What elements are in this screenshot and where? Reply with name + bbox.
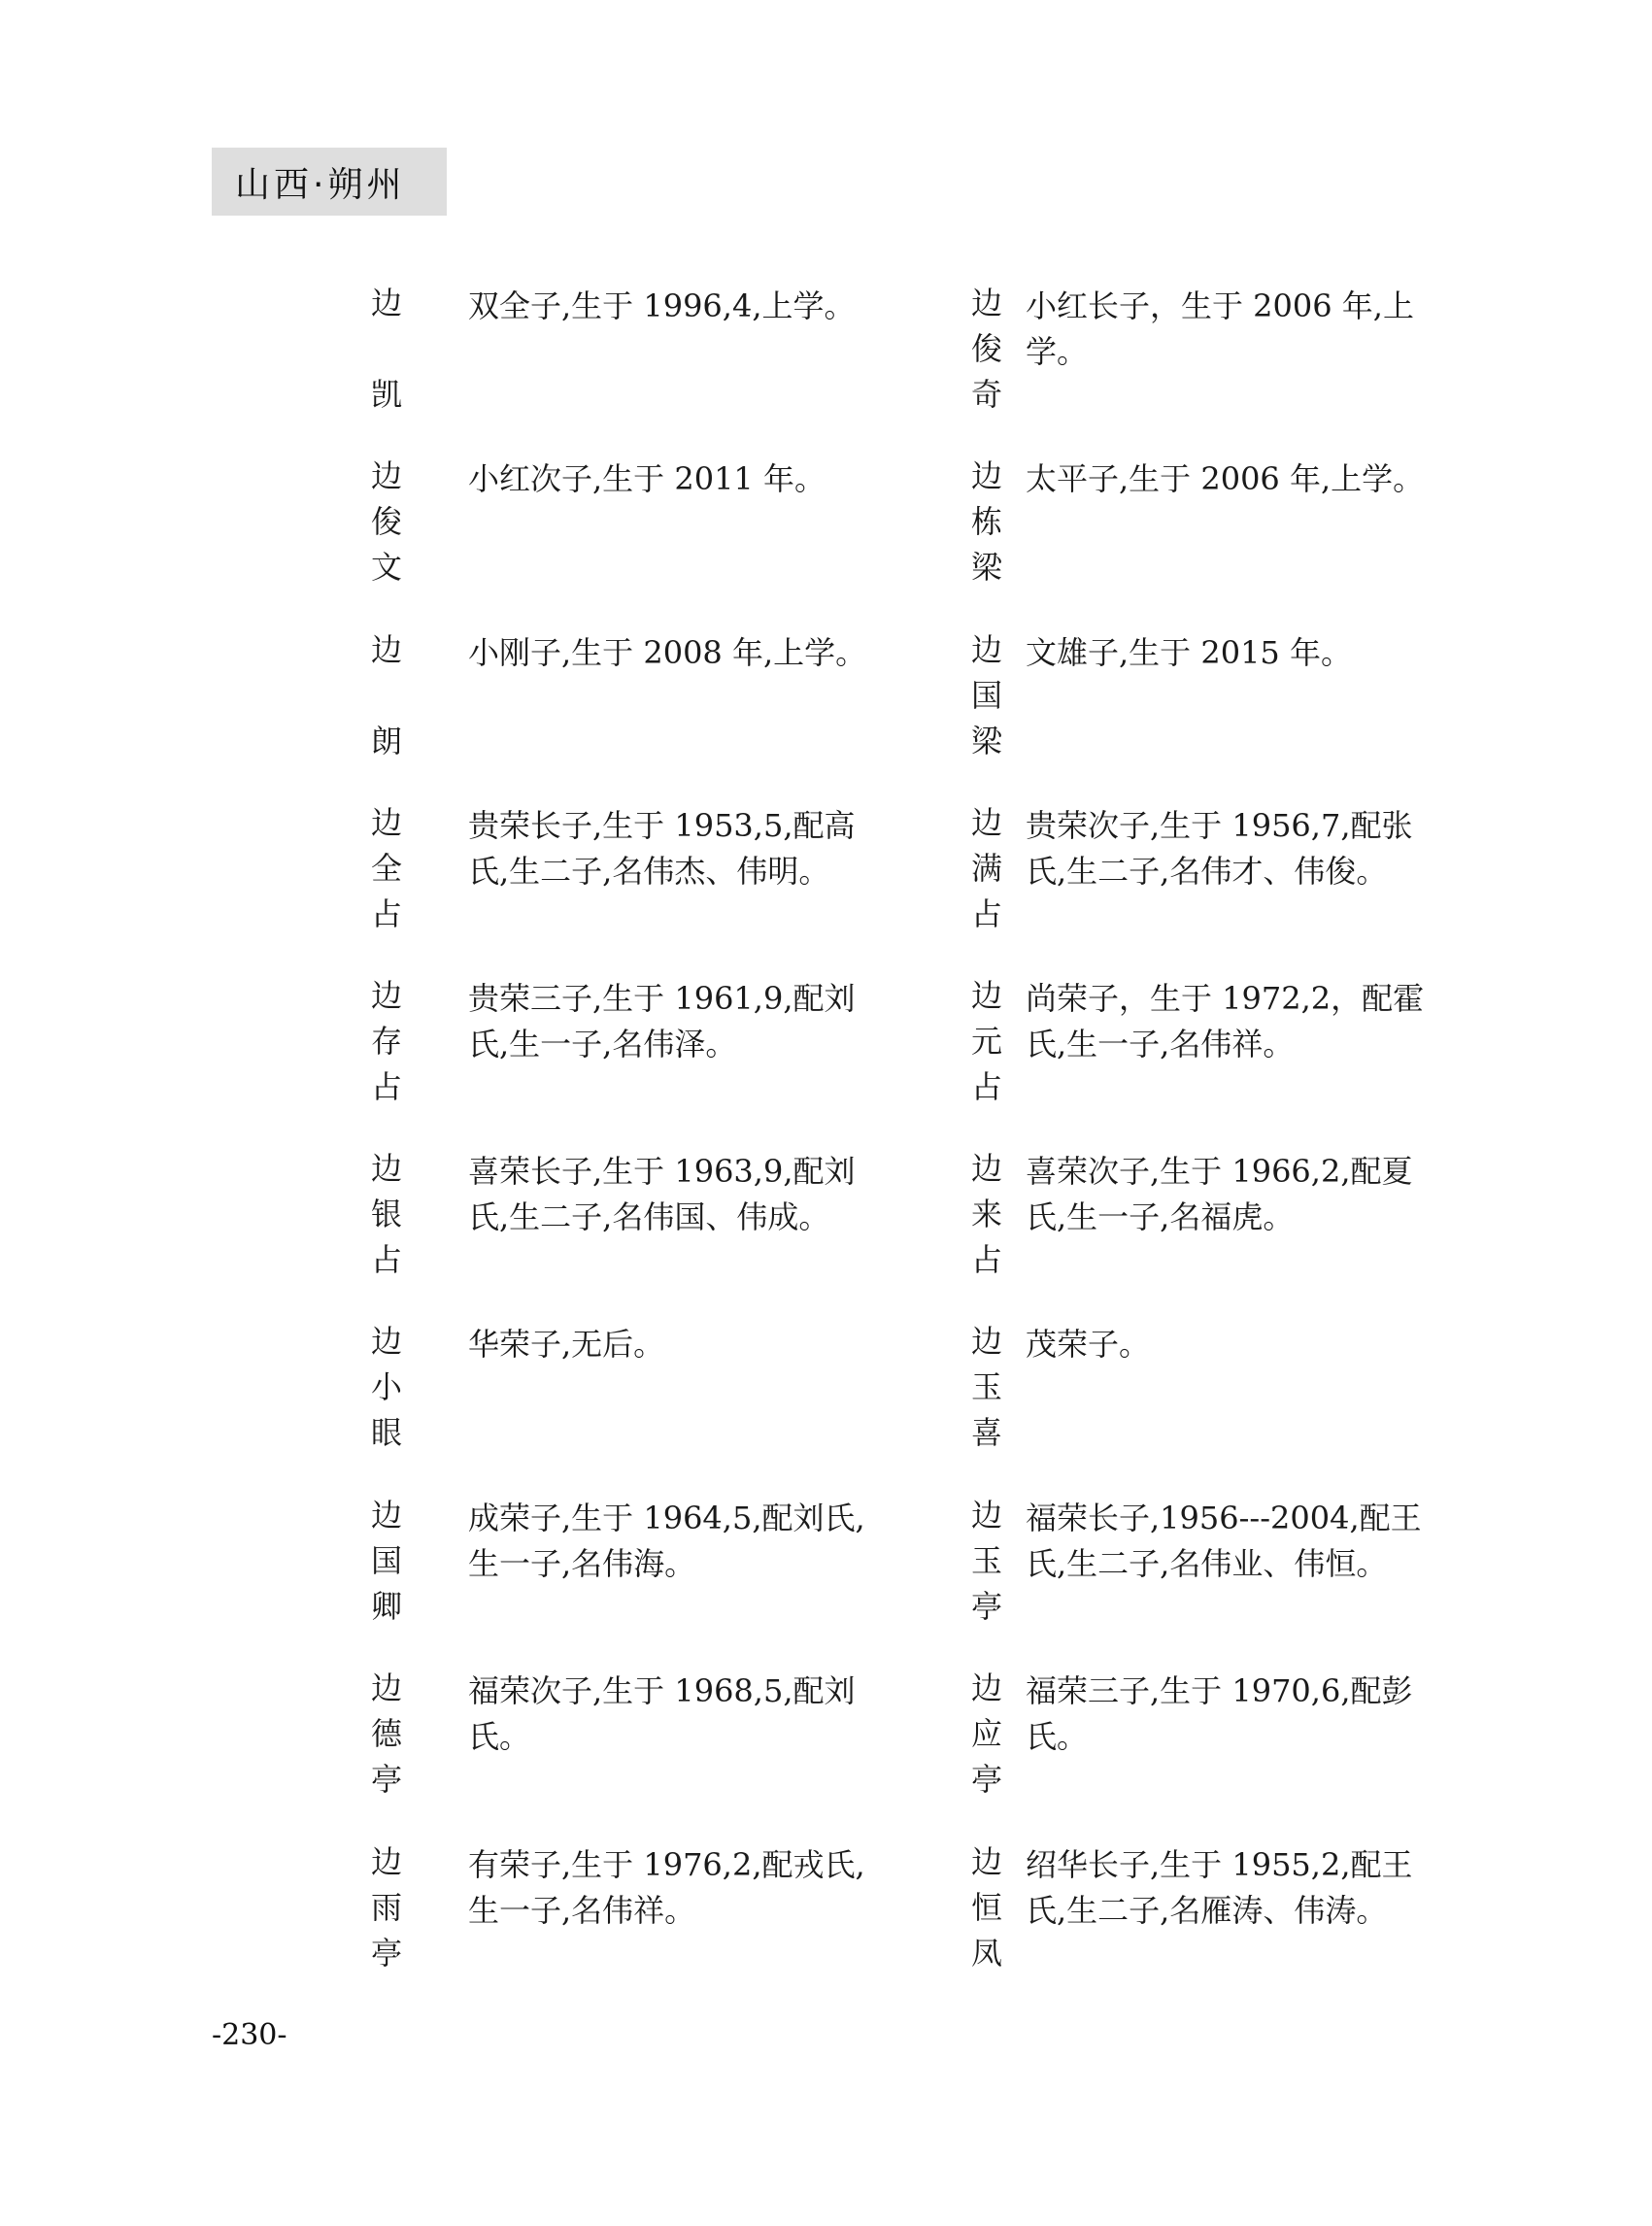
person-description: 福荣长子,1956---2004,配王氏,生二子,名伟业、伟恒。: [1026, 1500, 1422, 1582]
genealogy-entry: [367, 456, 892, 602]
name-char: 边: [970, 1843, 1002, 1880]
person-description: 有荣子,生于 1976,2,配戎氏,生一子,名伟祥。: [468, 1846, 865, 1929]
genealogy-entry: [367, 630, 892, 776]
name-char: 边: [970, 631, 1002, 668]
name-char: 边: [370, 977, 402, 1014]
person-name: [367, 976, 406, 1122]
person-description: 福荣三子,生于 1970,6,配彭氏。: [1026, 1672, 1413, 1755]
entry-row: [367, 1149, 1435, 1295]
name-char: 边: [370, 1323, 402, 1360]
name-char: 亭: [970, 1761, 1002, 1798]
person-description: 双全子,生于 1996,4,上学。: [468, 287, 856, 324]
person-name: [367, 630, 406, 776]
name-char: 喜: [970, 1414, 1002, 1451]
genealogy-entry: [967, 803, 1435, 949]
name-char: 边: [370, 804, 402, 841]
name-char: 边: [370, 631, 402, 668]
name-char: 小: [370, 1368, 402, 1405]
name-char: 存: [370, 1023, 402, 1060]
name-char: 占: [970, 1068, 1002, 1105]
name-char: 朗: [370, 723, 402, 759]
entry-row: [367, 1842, 1435, 1988]
person-name: [367, 1322, 406, 1467]
name-char: 雨: [370, 1889, 402, 1926]
name-char: 边: [970, 457, 1002, 494]
person-name: [367, 1496, 406, 1641]
name-char: 占: [970, 1241, 1002, 1278]
name-char: 国: [970, 677, 1002, 714]
person-name: [967, 1149, 1006, 1295]
genealogy-entry: [967, 1669, 1435, 1814]
entry-row: [367, 1322, 1435, 1467]
name-char: 边: [970, 1497, 1002, 1534]
name-char: 栋: [970, 503, 1002, 540]
genealogy-entry: [367, 1149, 892, 1295]
name-char: 边: [970, 1150, 1002, 1187]
name-char: 银: [370, 1196, 402, 1232]
person-description: 小红次子,生于 2011 年。: [468, 460, 826, 497]
name-char: 边: [370, 285, 402, 321]
name-char: 玉: [970, 1368, 1002, 1405]
person-description: 文雄子,生于 2015 年。: [1026, 634, 1352, 671]
name-char: 玉: [970, 1542, 1002, 1579]
person-description: 贵荣三子,生于 1961,9,配刘氏,生一子,名伟泽。: [468, 980, 856, 1062]
name-char: 边: [370, 1670, 402, 1706]
person-description: 喜荣长子,生于 1963,9,配刘氏,生二子,名伟国、伟成。: [468, 1153, 856, 1235]
genealogy-entry: [967, 976, 1435, 1122]
person-name: [367, 1149, 406, 1295]
name-char: 边: [970, 1670, 1002, 1706]
running-header: [212, 148, 447, 216]
person-name: [967, 1322, 1006, 1467]
name-char: 满: [970, 850, 1002, 887]
person-name: [967, 630, 1006, 776]
person-description: 华荣子,无后。: [468, 1326, 665, 1363]
genealogy-entry: [367, 803, 892, 949]
person-description: 太平子,生于 2006 年,上学。: [1026, 460, 1425, 497]
genealogy-entry: [967, 1496, 1435, 1641]
person-name: [967, 1669, 1006, 1814]
name-char: 边: [970, 285, 1002, 321]
name-char: 边: [970, 1323, 1002, 1360]
genealogy-entry: [967, 1842, 1435, 1988]
entry-row: [367, 1669, 1435, 1814]
name-char: 应: [970, 1715, 1002, 1752]
name-char: 眼: [370, 1414, 402, 1451]
name-char: 凯: [370, 376, 402, 413]
person-description: 绍华长子,生于 1955,2,配王氏,生二子,名雁涛、伟涛。: [1026, 1846, 1413, 1929]
entry-row: [367, 284, 1435, 429]
name-char: 边: [370, 1843, 402, 1880]
page-number: -230-: [212, 2018, 287, 2052]
name-char: 亭: [370, 1935, 402, 1972]
genealogy-entry: [367, 1496, 892, 1641]
name-char: 梁: [970, 549, 1002, 586]
genealogy-entry: [367, 976, 892, 1122]
name-char: 卿: [370, 1588, 402, 1625]
entry-row: [367, 1496, 1435, 1641]
person-name: [367, 456, 406, 602]
name-char: 边: [370, 1497, 402, 1534]
genealogy-entry: [367, 284, 892, 429]
name-char: 国: [370, 1542, 402, 1579]
genealogy-entry: [967, 456, 1435, 602]
person-name: [967, 976, 1006, 1122]
name-char: 元: [970, 1023, 1002, 1060]
name-char: 占: [970, 895, 1002, 932]
entry-row: [367, 803, 1435, 949]
person-name: [967, 803, 1006, 949]
name-char: 来: [970, 1196, 1002, 1232]
name-char: 恒: [970, 1889, 1002, 1926]
person-name: [367, 284, 406, 429]
person-description: 小刚子,生于 2008 年,上学。: [468, 634, 867, 671]
entry-row: [367, 976, 1435, 1122]
person-description: 成荣子,生于 1964,5,配刘氏,生一子,名伟海。: [468, 1500, 865, 1582]
name-char: 占: [370, 1241, 402, 1278]
name-char: 全: [370, 850, 402, 887]
person-name: [367, 1842, 406, 1988]
name-char: 梁: [970, 723, 1002, 759]
name-char: 奇: [970, 376, 1002, 413]
name-char: 占: [370, 895, 402, 932]
name-char: 边: [370, 457, 402, 494]
genealogy-entry: [367, 1842, 892, 1988]
name-char: 凤: [970, 1935, 1002, 1972]
name-char: 俊: [970, 330, 1002, 367]
person-name: [367, 1669, 406, 1814]
name-char: 占: [370, 1068, 402, 1105]
name-char: 亭: [370, 1761, 402, 1798]
name-char: 文: [370, 549, 402, 586]
entry-row: [367, 456, 1435, 602]
genealogy-entry: [967, 1322, 1435, 1467]
person-name: [967, 456, 1006, 602]
person-description: 小红长子，生于 2006 年,上学。: [1026, 287, 1414, 370]
name-char: 亭: [970, 1588, 1002, 1625]
header-title: 山西·朔州: [235, 164, 406, 205]
person-description: 茂荣子。: [1026, 1326, 1151, 1363]
name-char: 德: [370, 1715, 402, 1752]
person-description: 福荣次子,生于 1968,5,配刘氏。: [468, 1672, 856, 1755]
name-char: 边: [970, 977, 1002, 1014]
person-description: 尚荣子，生于 1972,2，配霍氏,生一子,名伟祥。: [1026, 980, 1425, 1062]
genealogy-entry: [367, 1322, 892, 1467]
person-name: [967, 284, 1006, 429]
person-name: [967, 1496, 1006, 1641]
genealogy-entry: [367, 1669, 892, 1814]
person-name: [967, 1842, 1006, 1988]
name-char: 边: [970, 804, 1002, 841]
person-description: 喜荣次子,生于 1966,2,配夏氏,生一子,名福虎。: [1026, 1153, 1413, 1235]
genealogy-entry: [967, 1149, 1435, 1295]
person-description: 贵荣次子,生于 1956,7,配张氏,生二子,名伟才、伟俊。: [1026, 807, 1413, 890]
genealogy-entry: [967, 630, 1435, 776]
name-char: 俊: [370, 503, 402, 540]
person-description: 贵荣长子,生于 1953,5,配高氏,生二子,名伟杰、伟明。: [468, 807, 856, 890]
entry-row: [367, 630, 1435, 776]
person-name: [367, 803, 406, 949]
name-char: 边: [370, 1150, 402, 1187]
genealogy-entry: [967, 284, 1435, 429]
